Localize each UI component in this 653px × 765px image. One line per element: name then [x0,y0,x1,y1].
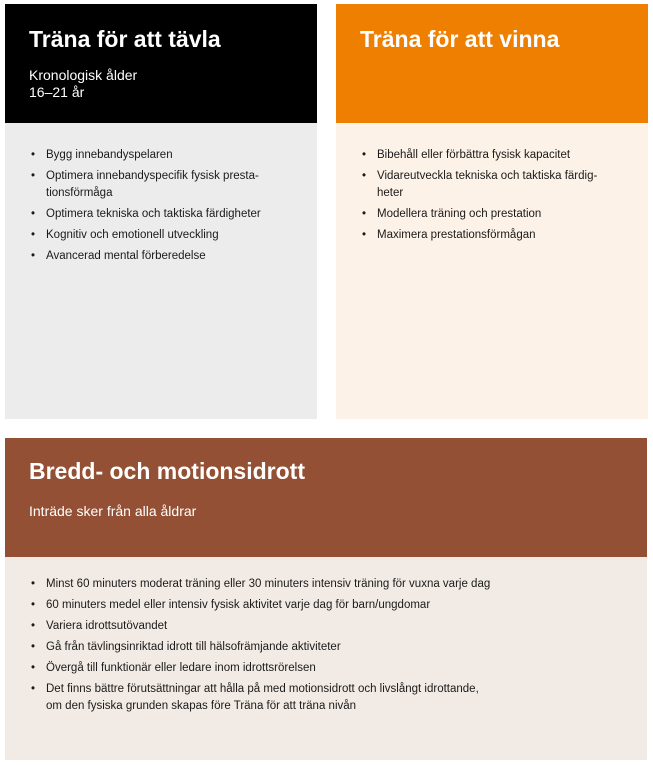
list-item [360,206,628,223]
card-body [336,123,648,419]
list-item [29,639,627,656]
list-item-text: heter [377,187,404,199]
list-item-text: om den fysiska grunden skapas före Träna för att träna nivån [46,700,357,712]
bullet-icon: • [31,683,36,695]
list-item-text: Bygg innebandyspelaren [46,149,173,161]
list-item [29,227,297,244]
list-item [29,147,297,164]
list-item-text: Kognitiv och emotionell utveckling [46,229,219,241]
bullet-icon: • [31,620,36,632]
bullet-icon: • [31,641,36,653]
list-item-text: Optimera tekniska och taktiska färdigheter [46,208,261,220]
bullet-icon: • [31,250,36,262]
bullet-icon: • [362,229,367,241]
list-item-text: Vidareutveckla tekniska och taktiska färdig- [377,170,598,182]
list-item-text: Minst 60 minuters moderat träning eller 30 minuters intensiv träning för vuxna varje dag [46,578,491,590]
list-item [360,147,628,164]
list-item-text: Avancerad mental förberedelse [46,250,206,262]
list-item [29,618,627,635]
bullet-icon: • [362,208,367,220]
list-item-text: Gå från tävlingsinriktad idrott till hälsofrämjande aktiviteter [46,641,341,653]
card-header [336,4,648,123]
card-title: Träna för att tävla [29,26,221,52]
list-item [360,168,628,202]
bullet-icon: • [31,170,36,182]
card-header [5,4,317,123]
card-trana-for-att-tavla [5,4,317,419]
list-item-text: Optimera innebandyspecifik fysisk presta- [46,170,259,182]
list-item [29,576,627,593]
card-subtitle: Inträde sker från alla åldrar [29,503,197,519]
list-item [360,227,628,244]
bullet-icon: • [31,229,36,241]
bullet-icon: • [31,149,36,161]
bullet-icon: • [362,149,367,161]
bullet-icon: • [31,662,36,674]
list-item-text: Det finns bättre förutsättningar att hålla på med motionsidrott och livslångt idrottande, [46,683,479,695]
list-item [29,206,297,223]
bullet-list [29,576,627,715]
list-item [29,660,627,677]
bullet-icon: • [362,170,367,182]
list-item-text: 60 minuters medel eller intensiv fysisk aktivitet varje dag för barn/ungdomar [46,599,431,611]
list-item-text: Maximera prestationsförmågan [377,229,536,241]
age-range: 16–21 år [29,84,85,100]
card-trana-for-att-vinna [336,4,648,419]
list-item-text: tionsförmåga [46,187,113,199]
list-item-text: Bibehåll eller förbättra fysisk kapacitet [377,149,571,161]
list-item [29,168,297,202]
list-item [29,248,297,265]
bullet-icon: • [31,208,36,220]
card-body [5,557,647,760]
list-item [29,681,627,715]
card-title: Träna för att vinna [360,26,560,52]
card-bredd-och-motionsidrott [5,438,647,760]
card-title: Bredd- och motionsidrott [29,458,305,484]
bullet-list [360,147,628,244]
bullet-icon: • [31,578,36,590]
list-item [29,597,627,614]
card-header [5,438,647,557]
age-label: Kronologisk ålder [29,67,138,83]
list-item-text: Variera idrottsutövandet [46,620,168,632]
card-body [5,123,317,419]
list-item-text: Modellera träning och prestation [377,208,542,220]
bullet-list [29,147,297,265]
bullet-icon: • [31,599,36,611]
list-item-text: Övergå till funktionär eller ledare inom idrottsrörelsen [46,662,316,674]
